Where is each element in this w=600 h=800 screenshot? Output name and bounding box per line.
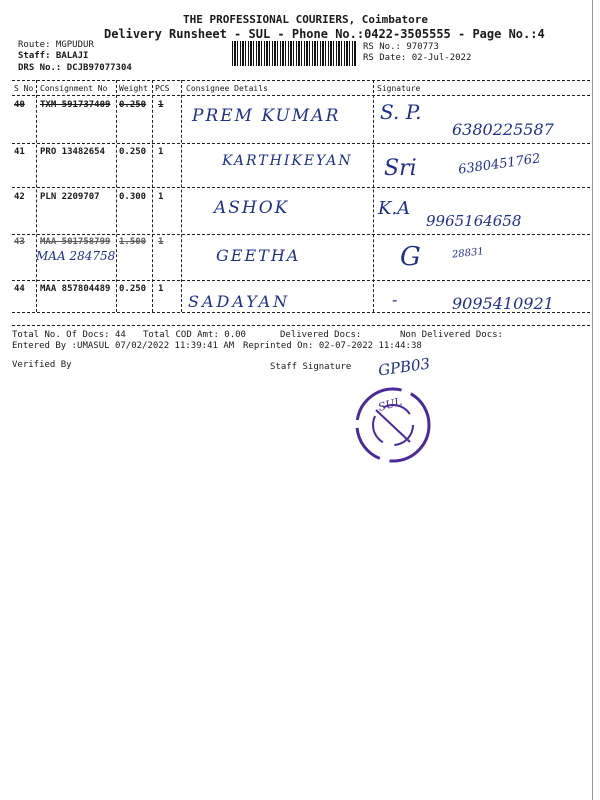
row-pcs: 1	[158, 237, 164, 247]
rs-date: RS Date: 02-Jul-2022	[363, 53, 472, 63]
consignee-handwriting: ASHOK	[214, 198, 290, 218]
phone-handwriting: 28831	[451, 246, 485, 261]
row-weight: 0.250	[119, 100, 147, 110]
signature-handwriting: -	[392, 290, 398, 309]
row-sno: 41	[14, 147, 25, 157]
signature-handwriting: K.A	[378, 198, 411, 219]
staff-label: Staff: BALAJI	[18, 51, 89, 61]
row-consignment: PRO 13482654	[40, 147, 106, 157]
entered-by: Entered By :UMASUL 07/02/2022 11:39:41 AM	[12, 341, 235, 351]
row-sno: 44	[14, 284, 25, 294]
col-header-signature: Signature	[377, 84, 421, 93]
page-edge	[592, 0, 593, 800]
col-header-sno: S No	[14, 84, 34, 93]
row-weight: 0.250	[119, 284, 147, 294]
row-weight: 1.500	[119, 237, 147, 247]
row-weight: 0.250	[119, 147, 147, 157]
consignee-handwriting: PREM KUMAR	[192, 106, 341, 126]
col-divider	[36, 80, 37, 312]
consignee-handwriting: GEETHA	[216, 246, 301, 265]
col-divider	[181, 80, 182, 312]
row-pcs: 1	[158, 284, 164, 294]
row-consignment: TXM 591737409	[40, 100, 111, 110]
signature-handwriting: S. P.	[380, 100, 422, 124]
row-sno: 40	[14, 100, 25, 110]
row-divider	[12, 280, 590, 281]
col-header-consignee: Consignee Details	[186, 84, 268, 93]
phone-handwriting: 9095410921	[452, 294, 554, 313]
col-divider	[116, 80, 117, 312]
row-divider	[12, 234, 590, 235]
drs-number: DRS No.: DCJB97077304	[18, 63, 132, 73]
total-cod: Total COD Amt: 0.00	[143, 330, 246, 340]
handwritten-correction: MAA 284758	[36, 249, 116, 263]
col-header-pcs: PCS	[155, 84, 170, 93]
delivered-docs: Delivered Docs:	[280, 330, 362, 340]
row-pcs: 1	[158, 100, 164, 110]
consignee-handwriting: KARTHIKEYAN	[222, 153, 353, 169]
stamp-text: SUL	[376, 395, 404, 414]
signature-handwriting: Sri	[384, 156, 417, 181]
reprinted-on: Reprinted On: 02-07-2022 11:44:38	[243, 341, 422, 351]
phone-handwriting: 6380225587	[452, 120, 554, 139]
row-pcs: 1	[158, 147, 164, 157]
col-divider	[152, 80, 153, 312]
row-consignment: MAA 501758799	[40, 237, 111, 247]
phone-handwriting: 9965164658	[426, 212, 522, 230]
row-sno: 43	[14, 237, 25, 247]
col-header-weight: Weight	[119, 84, 148, 93]
signature-handwriting: G	[400, 242, 421, 272]
company-title: THE PROFESSIONAL COURIERS, Coimbatore	[183, 13, 429, 26]
col-header-consignment: Consignment No	[40, 84, 108, 93]
row-pcs: 1	[158, 192, 164, 202]
office-stamp-icon	[348, 380, 438, 470]
col-divider	[373, 80, 374, 312]
table-header-rule	[12, 95, 590, 96]
consignee-handwriting: SADAYAN	[188, 292, 291, 311]
staff-signature-handwriting: GPB03	[377, 354, 432, 380]
phone-handwriting: 6380451762	[457, 151, 542, 178]
row-divider	[12, 143, 590, 144]
footer-top-rule	[12, 325, 590, 326]
row-consignment: PLN 2209707	[40, 192, 100, 202]
runsheet-title: Delivery Runsheet - SUL - Phone No.:0422-3505555 - Page No.:4	[104, 27, 545, 41]
total-docs: Total No. Of Docs: 44	[12, 330, 126, 340]
row-sno: 42	[14, 192, 25, 202]
table-bottom-rule	[12, 312, 590, 313]
rs-number: RS No.: 970773	[363, 42, 439, 52]
row-divider	[12, 187, 590, 188]
barcode	[232, 41, 356, 66]
route-label: Route: MGPUDUR	[18, 40, 94, 50]
verified-by: Verified By	[12, 360, 72, 370]
row-weight: 0.300	[119, 192, 147, 202]
staff-signature-label: Staff Signature	[270, 362, 352, 372]
row-consignment: MAA 857804489	[40, 284, 111, 294]
non-delivered-docs: Non Delivered Docs:	[400, 330, 503, 340]
table-top-rule	[12, 80, 590, 81]
